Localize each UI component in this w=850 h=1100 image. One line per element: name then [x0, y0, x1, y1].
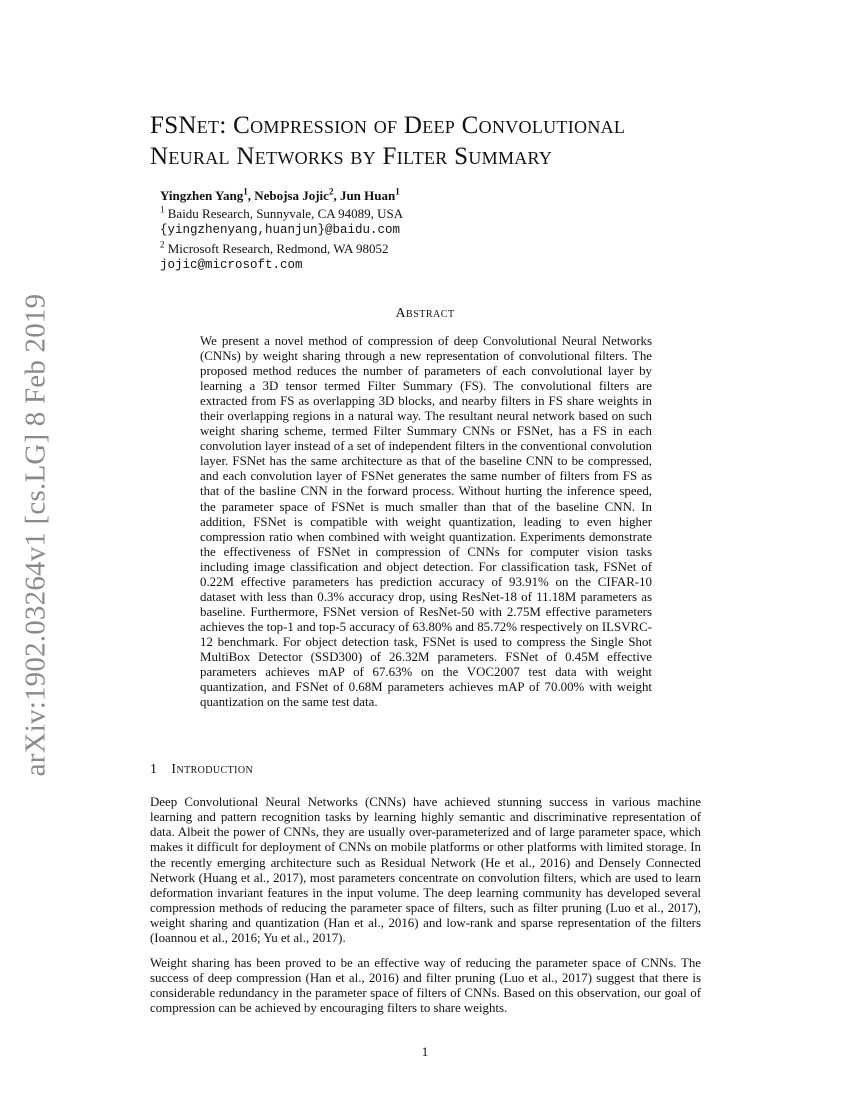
section-title: Introduction	[171, 762, 254, 777]
affiliation-1	[160, 205, 403, 223]
affiliation-2-marker: 2	[160, 239, 165, 250]
affiliation-1-marker: 1	[160, 204, 165, 215]
author-block	[160, 187, 403, 275]
section-heading-introduction	[150, 762, 253, 778]
title-line-1: FSNet: Compression of Deep Convolutional	[150, 112, 626, 139]
author-names	[160, 187, 403, 205]
page-number: 1	[421, 1044, 429, 1059]
author-2-affil: 2	[328, 186, 334, 197]
abstract-text: We present a novel method of compression of deep Convolutional Neural Networks (CNNs) by weight sharing through a new representation of convolutional filters. The proposed method reduces the number of parameters of each convolutional layer by learning a 3D tensor termed Filter Summary (FS). The convolutional filters are extracted from FS as overlapping 3D blocks, and nearby filters in FS share weights in their overlapping regions in a natural way. The resultant neural network based on such weight sharing scheme, termed Filter Summary CNNs or FSNet, has a FS in each convolution layer instead of a set of independent filters in the conventional convolution layer. FSNet has the same architecture as that of the baseline CNN to be compressed, and each convolution layer of FSNet generates the same number of filters from FS as that of the basline CNN in the forward process. Without hurting the inference speed, the parameter space of FSNet is much smaller than that of the baseline CNN. In addition, FSNet is compatible with weight quantization, leading to even higher compression ratio when combined with weight quantization. Experiments demonstrate the effectiveness of FSNet in compression of CNNs for computer vision tasks including image classification and object detection. For classification task, FSNet of 0.22M effective parameters has prediction accuracy of 93.91% on the CIFAR-10 dataset with less than 0.3% accuracy drop, using ResNet-18 of 11.18M parameters as baseline. Furthermore, FSNet version of ResNet-50 with 2.75M effective parameters achieves the top-1 and top-5 accuracy of 63.80% and 85.72% respectively on ILSVRC-12 benchmark. For object detection task, FSNet is used to compress the Single Shot MultiBox Detector (SSD300) of 26.32M parameters. FSNet of 0.45M effective parameters achieves mAP of 67.63% on the VOC2007 test data with weight quantization, and FSNet of 0.68M parameters achieves mAP of 70.00% with weight quantization on the same test data.	[200, 334, 652, 710]
affiliation-1-text: Baidu Research, Sunnyvale, CA 94089, USA	[167, 205, 404, 221]
author-1-affil: 1	[243, 186, 248, 197]
affiliation-1-email: {yingzhenyang,huanjun}@baidu.com	[160, 223, 401, 237]
abstract-heading: Abstract	[395, 306, 455, 321]
arxiv-identifier-stamp: arXiv:1902.03264v1 [cs.LG] 8 Feb 2019	[19, 293, 52, 777]
author-separator: ,	[333, 188, 340, 203]
author-3: Jun Huan	[339, 188, 396, 203]
author-2: Nebojsa Jojic	[254, 188, 329, 203]
intro-paragraph-1: Deep Convolutional Neural Networks (CNNs) have achieved stunning success in various machine learning and pattern recognition tasks by learning highly semantic and discriminative representation of data. Albeit the power of CNNs, they are usually over-parameterized and of large parameter space, which makes it difficult for deployment of CNNs on mobile platforms or other platforms with limited storage. In the recently emerging architecture such as Residual Network (He et al., 2016) and Densely Connected Network (Huang et al., 2017), most parameters concentrate on convolution filters, which are used to learn deformation invariant features in the input volume. The deep learning community has developed several compression methods of reducing the parameter space of filters, such as filter pruning (Luo et al., 2017), weight sharing and quantization (Han et al., 2016) and low-rank and sparse representation of the filters (Ioannou et al., 2016; Yu et al., 2017).	[150, 795, 701, 946]
title-line-2: Neural Networks by Filter Summary	[150, 143, 553, 170]
affiliation-2-text: Microsoft Research, Redmond, WA 98052	[167, 240, 389, 256]
section-number: 1	[150, 762, 158, 777]
paper-title	[150, 110, 750, 172]
affiliation-2	[160, 240, 403, 258]
author-separator: ,	[247, 188, 255, 203]
author-3-affil: 1	[395, 186, 400, 197]
affiliation-2-email: jojic@microsoft.com	[160, 258, 303, 272]
author-1: Yingzhen Yang	[160, 188, 244, 203]
intro-paragraph-2: Weight sharing has been proved to be an effective way of reducing the parameter space of CNNs. The success of deep compression (Han et al., 2016) and filter pruning (Luo et al., 2017) suggest that there is considerable redundancy in the parameter space of filters of CNNs. Based on this observation, our goal of compression can be achieved by encouraging filters to share weights.	[150, 956, 701, 1016]
